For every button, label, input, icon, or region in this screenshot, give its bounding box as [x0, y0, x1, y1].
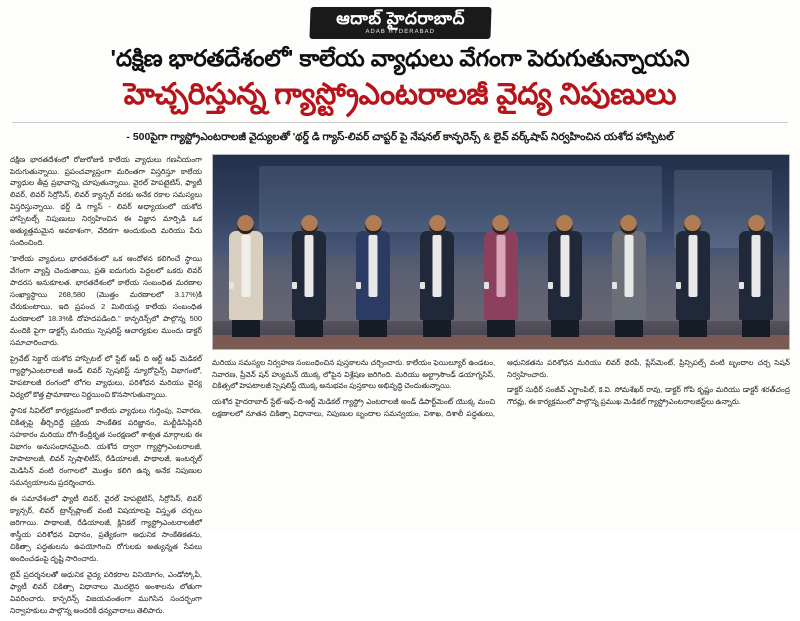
- paragraph: ఈ సమావేశంలో ఫ్యాటీ లివర్, వైరల్ హెపటైటిస్, సిర్రోసిస్, లివర్ క్యాన్సర్, లివర్ ట్రాన్స్‌ప్లాంట్ వంటి విషయాలపై విస్తృత చర్చలు జరిగాయి. పాథాలజీ, రేడియాలజీ, క్లినికల్ గ్యాస్ట్రోఎంటరాలజీలో శాస్త్రీయ పరిశోధన విధానం, ప్రత్యేకంగా ఆధునిక సాంకేతికతను, చికిత్సా పద్ధతులను ఉపయోగించి రోగులకు అత్యున్నత సేవలు అందించడంపై దృష్టి సారించారు.: [10, 494, 202, 564]
- photo-person: [219, 193, 272, 337]
- photo-person: [474, 193, 527, 337]
- event-group-photo: [212, 154, 790, 350]
- photo-person-body: [292, 231, 326, 320]
- photo-person-badge: [612, 282, 617, 289]
- publication-logo-subtext: ADAB HYDERABAD: [364, 28, 435, 35]
- photo-person-legs: [551, 320, 579, 337]
- photo-person-legs: [615, 320, 643, 337]
- photo-person-badge: [739, 282, 744, 289]
- photo-carpet: [213, 335, 789, 349]
- paragraph: యశోద హైదరాబాద్ స్టేట్-ఆఫ్-ది-ఆర్ట్ మెడికల్ గ్యాస్ట్రో ఎంటరాలజీ అండ్ డిపార్ట్‌మెంట్ యొక్క మంచి లక్షణాలలో నూతన చికిత్సా విధానాలు, నిపుణుల బృందాల సమన్వయం, విశాఖ, దిశాలీ పద్ధతులు, ఆధునికతను పరిశోధన మరియు లివర్ థెరపీ, ప్లేస్‌మెంట్, ప్రిన్సిపల్స్ వంటి బృందాల చర్చ సెషన్ నిర్వహించారు.: [212, 357, 790, 419]
- photo-person-badge: [292, 282, 297, 289]
- photo-person-badge: [484, 282, 489, 289]
- publication-logo: [309, 7, 491, 39]
- photo-person-head: [237, 215, 254, 234]
- photo-person-badge: [548, 282, 553, 289]
- article-right-section: [212, 154, 790, 421]
- publication-logo-text: ఆదాబ్ హైదరాబాద్: [335, 9, 465, 29]
- photo-person: [411, 193, 464, 337]
- photo-person-legs: [679, 320, 707, 337]
- photo-person-body: [548, 231, 582, 320]
- photo-person-head: [556, 215, 573, 234]
- photo-person-body: [739, 231, 773, 320]
- photo-person-body: [484, 231, 518, 320]
- paragraph: మరియు సమస్యల నిర్వహణ సంబంధించిన పుస్తకాలను చర్చించారు. కాలేయం ఫెయిల్యూర్ ఉండటం, నివారణ, ప్రీవెన్ షన్ హ్యుమన్ యొక్క లోపైన విశ్లేషణ జరిగింది. మరియు అల్ట్రాసౌండ్ డయాగ్నసిస్, చికిత్సలో హెపటాలజీ స్పెషలిస్ట్ యొక్క అనుభవం పుస్తకాలు అభివృద్ధి చెందుతున్నాయి.: [212, 357, 495, 391]
- article-column-right: [212, 357, 790, 421]
- headline-line-1: 'దక్షిణ భారతదేశంలో' కాలేయ వ్యాధులు వేగంగా పెరుగుతున్నాయని: [110, 45, 690, 71]
- headline-line-2: హెచ్చరిస్తున్న గ్యాస్ట్రోఎంటరాలజీ వైద్య నిపుణులు: [123, 77, 677, 111]
- photo-person-head: [429, 215, 446, 234]
- photo-person: [730, 193, 783, 337]
- photo-person-body: [420, 231, 454, 320]
- subheadline: - 500పైగా గ్యాస్ట్రోఎంటరాలజీ వైద్యులతో 'థర్డ్ డి గ్యాస్-లివర్ చాప్టర్ పై నేషనల్ కాన్ఫరెన్స్ & లైవ్ వర్క్‌షాప్ నిర్వహించిన యశోద హాస్పిటల్: [126, 131, 674, 144]
- photo-person: [666, 193, 719, 337]
- photo-person-head: [301, 215, 318, 234]
- paragraph: లైవ్ ప్రదర్శనలతో ఆధునిక వైద్య పరికరాల వినియోగం, ఎండోస్కోపీ, ఫ్యాటీ లివర్ చికిత్సా విధానాలు మొదలైన అంశాలను లోతుగా వివరించారు. కాన్ఫరెన్స్ విజయవంతంగా ముగిసిన సందర్భంగా నిర్వాహకులు పాల్గొన్న అందరికీ ధన్యవాదాలు తెలిపారు.: [10, 570, 202, 615]
- paragraph: ప్రైవేట్ సెక్టార్ యశోద హాస్పిటల్ లో స్టేట్ ఆఫ్ ది ఆర్ట్ ఆఫ్ మెడికల్ గ్యాస్ట్రోఎంటరాలజీ అండ్ లివర్ స్పెషలిస్ట్ న్యూరోసైన్స్ విభాగంలో, హెపటాలజీ రంగంలో లోగల వ్యాధులు, పరిశోధన మరియు వైద్య విధ్యలో కొత్త ప్రామాణాలు నిర్ణయించి కొనసాగుతున్నాయి.: [10, 354, 202, 400]
- photo-person: [602, 193, 655, 337]
- photo-person: [347, 193, 400, 337]
- photo-person: [538, 193, 591, 337]
- photo-person-badge: [356, 282, 361, 289]
- photo-person: [283, 193, 336, 337]
- photo-person-body: [229, 231, 263, 320]
- photo-person-head: [492, 215, 509, 234]
- photo-person-legs: [295, 320, 323, 337]
- photo-people-row: [213, 193, 789, 337]
- photo-person-body: [356, 231, 390, 320]
- article-column-left: [10, 154, 202, 621]
- divider-rule: [12, 122, 788, 123]
- photo-person-legs: [487, 320, 515, 337]
- paragraph: దక్షిణ భారతదేశంలో రోజురోజుకి కాలేయ వ్యాధులు గణనీయంగా పెరుగుతున్నాయి. ప్రపంచవ్యాప్తంగా మరింతగా విస్తరిస్తూ కాలేయ వ్యాధుల తీవ్ర ప్రభావాన్ని చూపుతున్నాయి. వైరల్ హెపటైటిస్, ఫ్యాటీ లివర్, లివర్ సిర్రోసిస్, లివర్ క్యాన్సర్ వరకు అనేక రకాల సమస్యలు విస్తరిస్తున్నాయి. థర్డ్ డి గ్యాస్ - లివర్ అధ్యాయంలో యశోద హాస్పిటల్స్ నిపుణులు నిర్వహించిన ఈ విజ్ఞాన మార్పిడి ఒక అత్యుత్తమమైన అవకాశంగా, వేదికగా అందుకుంది మరియు పేరు సందించింది.: [10, 154, 202, 248]
- photo-person-body: [612, 231, 646, 320]
- photo-person-head: [365, 215, 382, 234]
- photo-person-badge: [420, 282, 425, 289]
- photo-person-head: [620, 215, 637, 234]
- photo-person-legs: [359, 320, 387, 337]
- photo-person-head: [748, 215, 765, 234]
- photo-person-legs: [232, 320, 260, 337]
- masthead: [10, 6, 790, 40]
- paragraph: డాక్టర్ సుధీర్ సంజీవ్ ఎగ్జాంపిల్, కె.వి. సోమశేఖర్ రావు, డాక్టర్ గోపి కృష్ణం మరియు డాక్టర్ శరత్‌చంద్ర గౌరవ్లు, ఈ కార్యక్రమంలో పాల్గొన్న ప్రముఖ మెడికల్ గ్యాస్ట్రోఎంటరాలజిస్ట్‌లు ఉన్నారు.: [507, 385, 790, 407]
- headline-block: [10, 44, 790, 113]
- photo-person-legs: [423, 320, 451, 337]
- paragraph: "కాలేయ వ్యాధులు భారతదేశంలో ఒక ఆందోళన కలిగించే స్థాయి వేగంగా వ్యాప్తి చెందుతాయి, ప్రతి ఐదుగురు పెద్దలలో ఒకరు లివర్ పాదరస అనుకూలత. భారతదేశంలో కాలేయ సంబంధిత మరణాల సంఖ్యాస్థాయి 268,580 (మొత్తం మరణాలలో 3.17%)కి చేరుకుంటాయి, ఇది ప్రపంచ 2 మిలియన్ల కాలేయ సంబంధిత మరణాలలో 18.3%కి దోహదపడింది." కాన్ఫరెన్స్‌లో పాల్గొన్న 500 మందికి పైగా డాక్టర్స్ మరియు స్పెషలిస్ట్ ఆచార్యకుల ముందు డాక్టర్ సమాచారించారు.: [10, 254, 202, 348]
- photo-person-head: [684, 215, 701, 234]
- paragraph: స్థానిక సివిల్‌లో కార్యక్రమంలో కాలేయ వ్యాధులు గుర్తింపు, నివారణ, చికిత్సపై తీర్చిదిద్దే ప్రక్రియ సాంకేతిక పరిజ్ఞానం, మల్టీడిసిప్లినరీ సహకారం మరియు రోగి-కేంద్రీకృత సంరక్షణలో శాశ్వత మార్గాలకు ఈ విభాగం అనుసంధానమైంది. యశోద ద్వారా గ్యాస్ట్రోఎంటరాలజీ, హెపాటాలజీ, లివర్ స్పెషాలిటీస్, రేడియాలజీ, పాథాలజీ, ఇంటర్నల్ మెడిసిన్ వంటి రంగాలలో మొత్తం కలిగి ఉన్న అనేక నిపుణుల సమన్వయాలను ప్రదర్శించారు.: [10, 406, 202, 488]
- photo-person-body: [676, 231, 710, 320]
- photo-person-badge: [676, 282, 681, 289]
- photo-person-badge: [229, 282, 234, 289]
- photo-person-legs: [742, 320, 770, 337]
- article-body: [10, 154, 790, 621]
